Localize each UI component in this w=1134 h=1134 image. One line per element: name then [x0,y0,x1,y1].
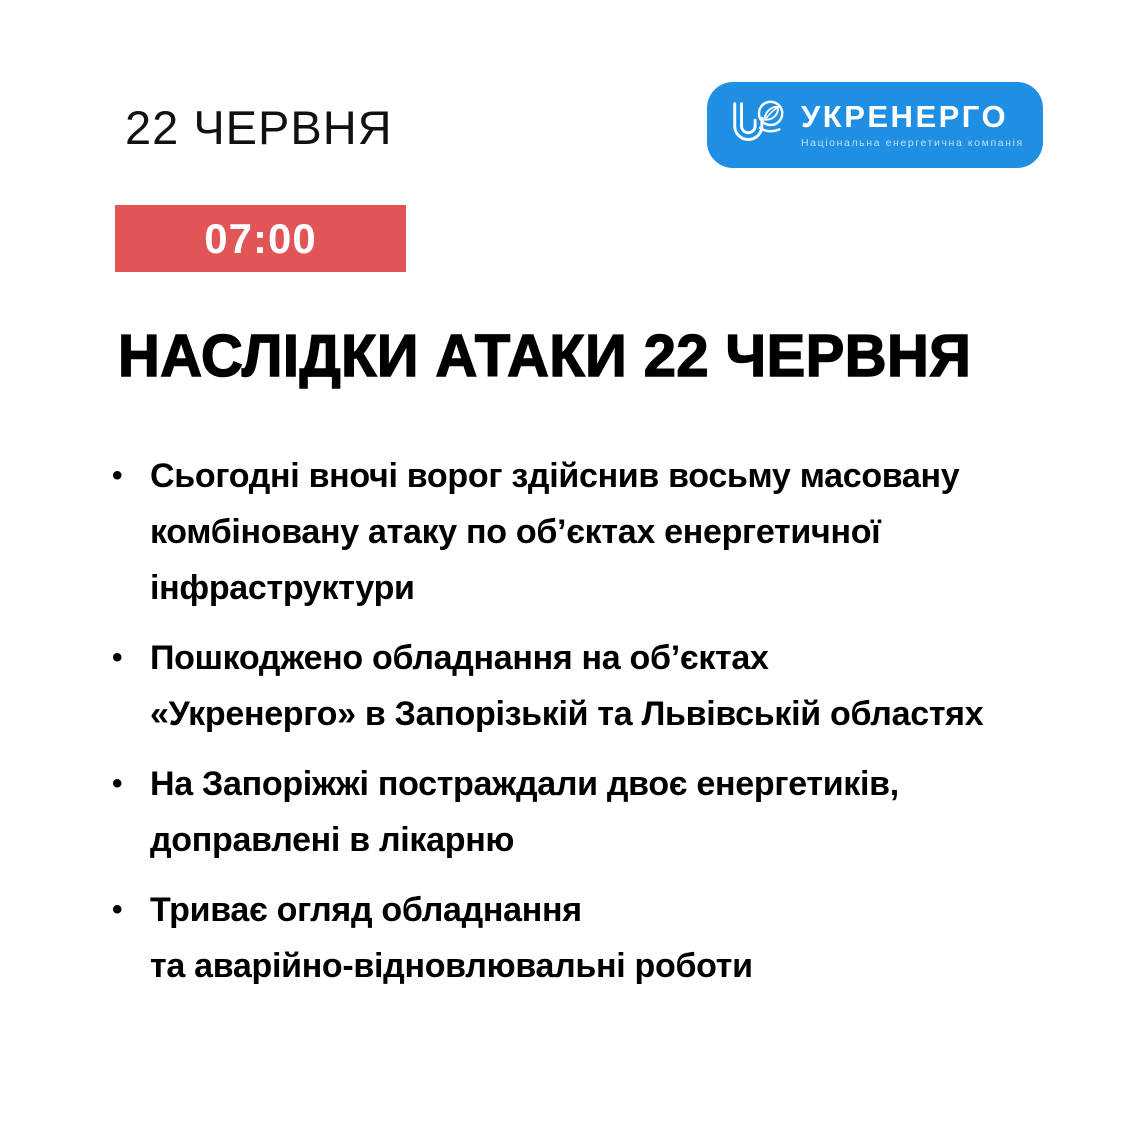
bullet-line: Пошкоджено обладнання на об’єктах [150,639,769,677]
bullet-dot: • [112,641,123,674]
bullet-line: інфраструктури [150,569,415,607]
page-title: НАСЛІДКИ АТАКИ 22 ЧЕРВНЯ [118,323,972,389]
bullet-line: комбіновану атаку по об’єктах енергетичної [150,513,881,551]
bullet-dot: • [112,459,123,492]
bullet-item [112,756,1092,868]
logo-company-name: УКРЕНЕРГО [801,99,1009,135]
bullet-line: та аварійно-відновлювальні роботи [150,947,753,985]
bullet-line: Сьогодні вночі ворог здійснив восьму масовану [150,457,960,495]
logo-tagline: Національна енергетична компанія [801,137,1024,150]
ukrenergo-u-leaf-icon [727,97,789,153]
time-label: 07:00 [204,214,317,262]
bullet-line: доправлені в лікарню [150,821,515,859]
bullet-item [112,882,1092,994]
time-badge [115,205,406,272]
bullet-text [150,756,899,868]
bullet-text [150,630,983,742]
bullet-text [150,448,959,616]
bullet-line: «Укренерго» в Запорізькій та Львівській областях [150,695,984,733]
bullet-dot: • [112,893,123,926]
bullet-dot: • [112,767,123,800]
date-label: 22 ЧЕРВНЯ [125,101,393,154]
bullet-list [112,448,1092,1008]
bullet-text [150,882,753,994]
logo-text-block [801,101,1024,149]
bullet-line: На Запоріжжі постраждали двоє енергетиків, [150,765,899,803]
ukrenergo-logo [707,82,1043,168]
bullet-item [112,448,1092,616]
bullet-line: Триває огляд обладнання [150,891,582,929]
bullet-item [112,630,1092,742]
